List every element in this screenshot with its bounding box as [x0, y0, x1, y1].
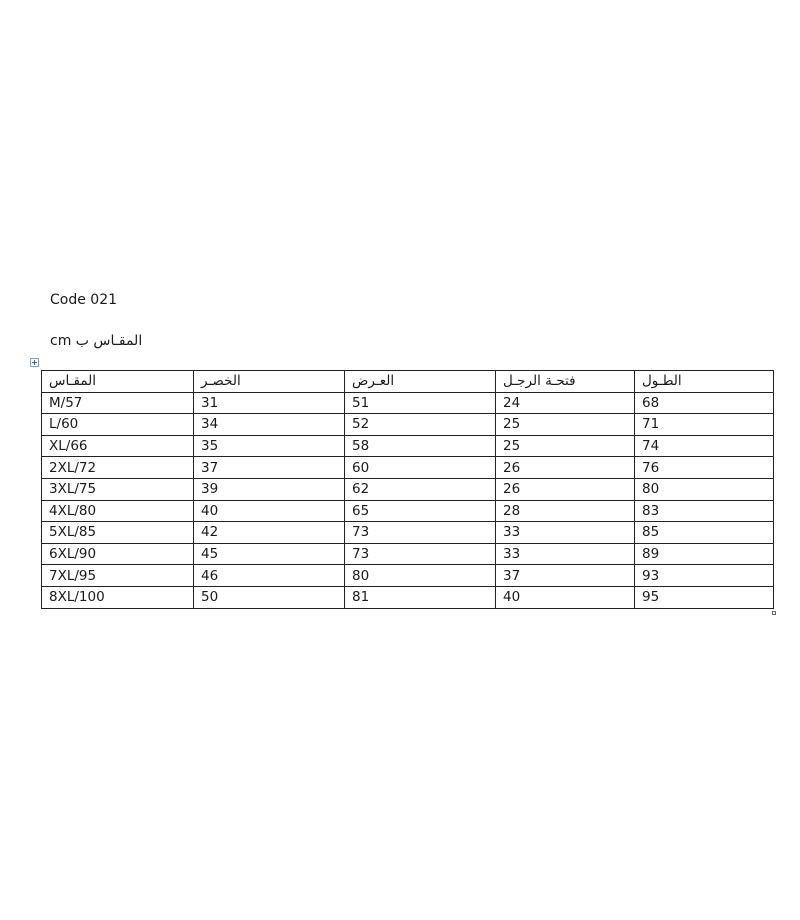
cell-waist: 37 — [194, 457, 345, 479]
table-row — [42, 392, 774, 414]
cell-leg-opening: 25 — [496, 435, 635, 457]
cell-size: 7XL/95 — [42, 565, 194, 587]
cell-width: 58 — [345, 435, 496, 457]
cell-width: 81 — [345, 586, 496, 608]
cell-length: 68 — [635, 392, 774, 414]
cell-waist: 40 — [194, 500, 345, 522]
cell-leg-opening: 26 — [496, 478, 635, 500]
table-resize-handle[interactable] — [772, 611, 776, 615]
cell-length: 71 — [635, 414, 774, 436]
cell-size: L/60 — [42, 414, 194, 436]
size-chart-table — [41, 370, 774, 609]
cell-leg-opening: 33 — [496, 543, 635, 565]
cell-leg-opening: 25 — [496, 414, 635, 436]
cell-length: 95 — [635, 586, 774, 608]
cell-leg-opening: 24 — [496, 392, 635, 414]
header-width: العـرض — [345, 371, 496, 393]
cell-width: 73 — [345, 522, 496, 544]
cell-length: 80 — [635, 478, 774, 500]
cell-waist: 50 — [194, 586, 345, 608]
cell-length: 76 — [635, 457, 774, 479]
cell-width: 62 — [345, 478, 496, 500]
cell-width: 60 — [345, 457, 496, 479]
table-row — [42, 457, 774, 479]
table-header-row — [42, 371, 774, 393]
cell-leg-opening: 33 — [496, 522, 635, 544]
cell-waist: 34 — [194, 414, 345, 436]
table-row — [42, 586, 774, 608]
cell-waist: 39 — [194, 478, 345, 500]
cell-length: 83 — [635, 500, 774, 522]
cell-leg-opening: 28 — [496, 500, 635, 522]
cell-size: XL/66 — [42, 435, 194, 457]
cell-length: 93 — [635, 565, 774, 587]
cell-width: 73 — [345, 543, 496, 565]
cell-size: 6XL/90 — [42, 543, 194, 565]
product-code: Code 021 — [50, 292, 118, 308]
cell-leg-opening: 37 — [496, 565, 635, 587]
table-row — [42, 522, 774, 544]
header-size: المقـاس — [42, 371, 194, 393]
cell-waist: 42 — [194, 522, 345, 544]
cell-waist: 45 — [194, 543, 345, 565]
cell-size: M/57 — [42, 392, 194, 414]
table-row — [42, 565, 774, 587]
table-row — [42, 543, 774, 565]
cell-size: 2XL/72 — [42, 457, 194, 479]
unit-caption-text: المقـاس ب cm — [50, 333, 143, 349]
cell-width: 52 — [345, 414, 496, 436]
table-row — [42, 414, 774, 436]
table-row — [42, 500, 774, 522]
cell-length: 85 — [635, 522, 774, 544]
cell-length: 89 — [635, 543, 774, 565]
cell-size: 5XL/85 — [42, 522, 194, 544]
unit-caption — [50, 332, 142, 350]
cell-width: 80 — [345, 565, 496, 587]
cell-waist: 46 — [194, 565, 345, 587]
cell-waist: 35 — [194, 435, 345, 457]
cell-leg-opening: 26 — [496, 457, 635, 479]
table-move-handle-icon[interactable] — [30, 358, 39, 367]
header-leg-opening: فتحـة الرجـل — [496, 371, 635, 393]
table-row — [42, 435, 774, 457]
cell-size: 8XL/100 — [42, 586, 194, 608]
cell-size: 3XL/75 — [42, 478, 194, 500]
cell-leg-opening: 40 — [496, 586, 635, 608]
table-row — [42, 478, 774, 500]
cell-width: 65 — [345, 500, 496, 522]
cell-width: 51 — [345, 392, 496, 414]
cell-size: 4XL/80 — [42, 500, 194, 522]
header-waist: الخصـر — [194, 371, 345, 393]
cell-waist: 31 — [194, 392, 345, 414]
cell-length: 74 — [635, 435, 774, 457]
header-length: الطـول — [635, 371, 774, 393]
